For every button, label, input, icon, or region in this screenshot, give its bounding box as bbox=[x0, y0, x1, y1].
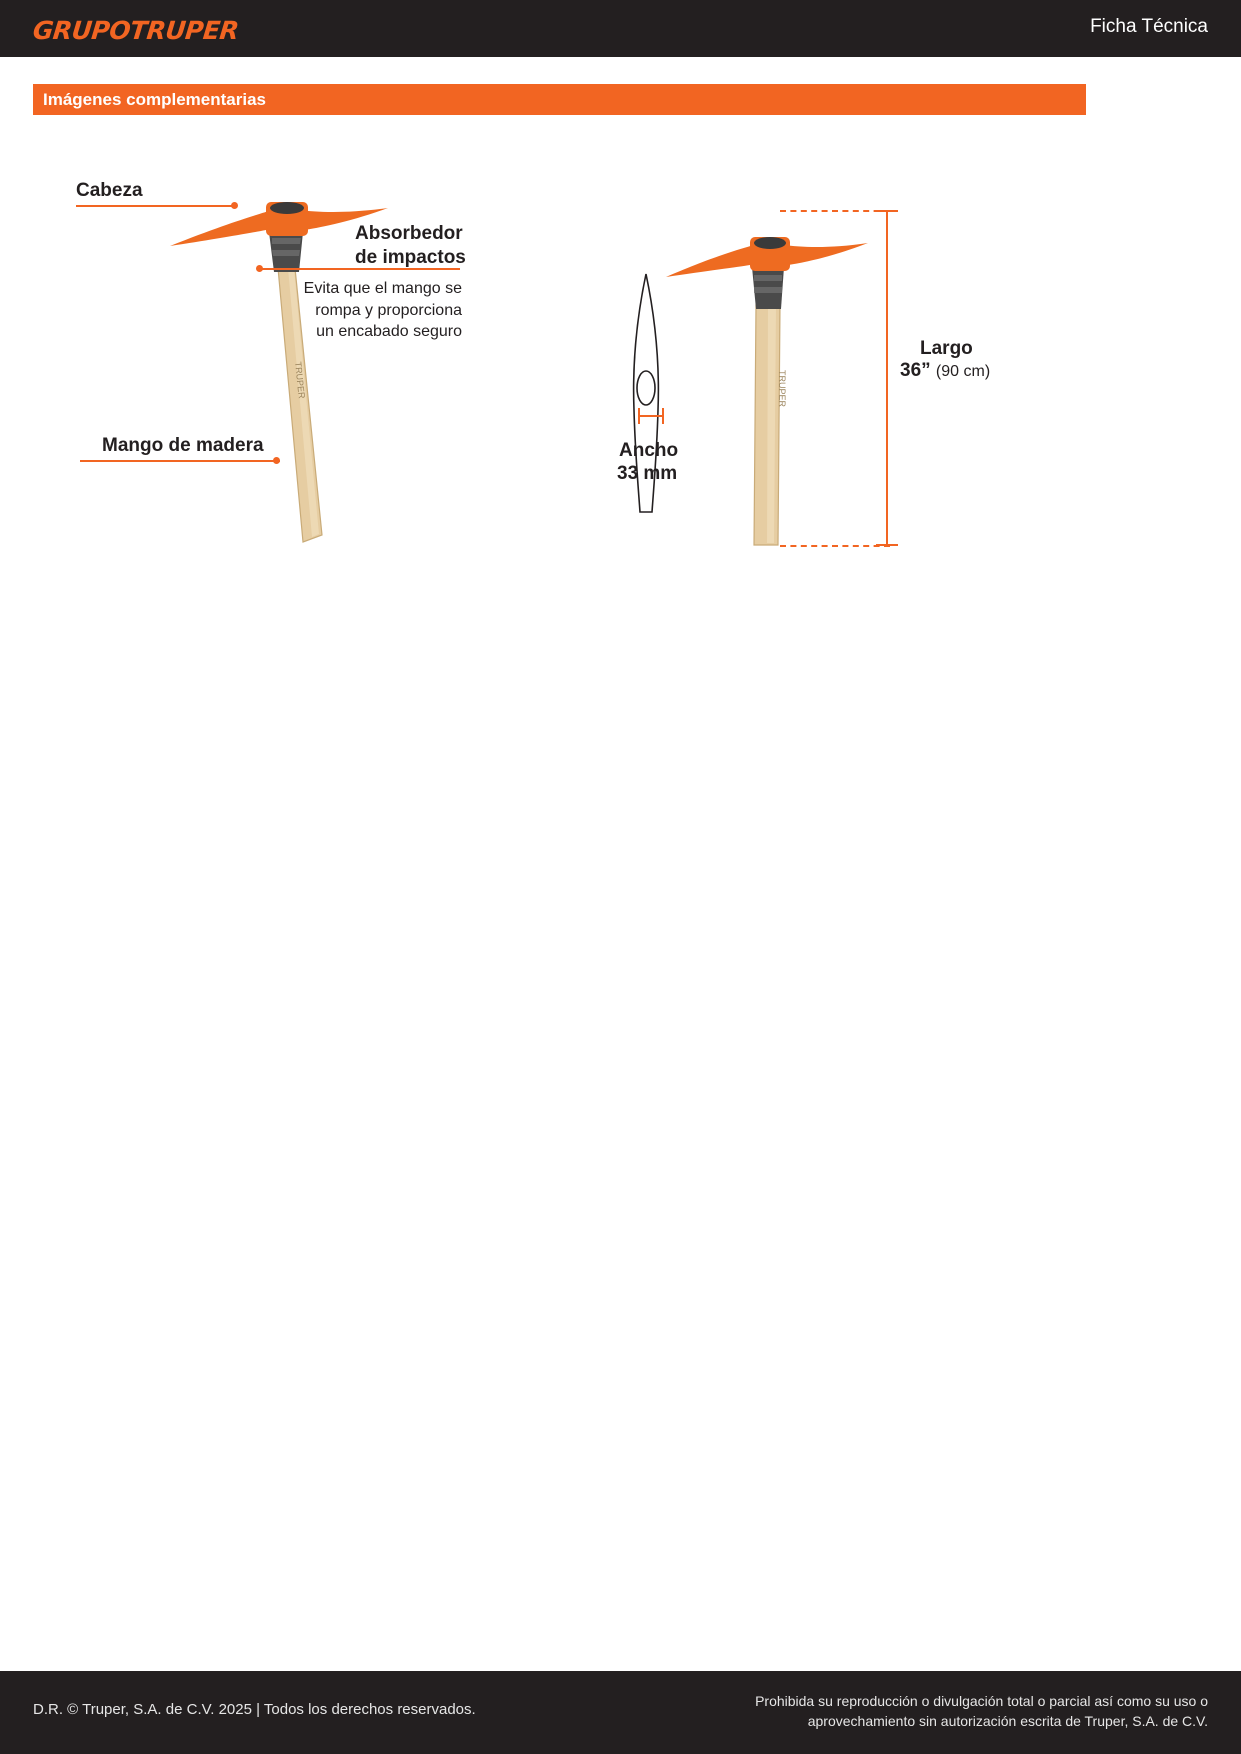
leader-line-mango bbox=[80, 460, 280, 462]
length-measure-line bbox=[886, 210, 888, 546]
brand-logo bbox=[31, 16, 239, 45]
leader-dot-cabeza bbox=[231, 202, 238, 209]
measure-label-ancho: Ancho bbox=[619, 440, 679, 461]
desc-line-2: rompa y proporciona bbox=[315, 301, 462, 319]
measure-value-ancho: 33 mm bbox=[617, 463, 678, 484]
callout-label-cabeza: Cabeza bbox=[76, 180, 143, 201]
document-type-title: Ficha Técnica bbox=[1090, 16, 1208, 37]
section-header-bar bbox=[33, 84, 1086, 115]
pickaxe-measured-illustration bbox=[640, 185, 900, 605]
callout-description-absorbedor bbox=[290, 278, 462, 343]
pick-head-eye-hole bbox=[270, 202, 304, 214]
collar-band bbox=[272, 238, 301, 244]
measured-collar-band-2 bbox=[754, 287, 782, 293]
measured-handle-shape bbox=[754, 305, 780, 545]
brand-logo-primary: GRUPO bbox=[31, 16, 132, 45]
callout-label-mango: Mango de madera bbox=[102, 435, 264, 456]
callout-absorbedor-line1: Absorbedor bbox=[355, 223, 463, 244]
length-guide-top bbox=[780, 210, 890, 212]
length-tick-top bbox=[876, 210, 898, 212]
callout-absorbedor-line2: de impactos bbox=[355, 246, 466, 268]
measured-collar-band bbox=[754, 275, 782, 281]
leader-dot-absorbedor bbox=[256, 265, 263, 272]
measured-head-eye-hole bbox=[754, 237, 786, 249]
length-tick-bottom bbox=[876, 544, 898, 546]
measure-value-largo-row bbox=[900, 360, 990, 382]
handle-brand-mark: TRUPER bbox=[293, 361, 307, 400]
collar-band-2 bbox=[272, 250, 300, 256]
footer-legal-notice bbox=[688, 1691, 1208, 1732]
section-title: Imágenes complementarias bbox=[43, 90, 266, 109]
pick-head-left-blade bbox=[170, 210, 272, 246]
brand-logo-secondary: TRUPER bbox=[128, 16, 240, 45]
measured-head-left-blade bbox=[666, 245, 754, 277]
footer-legal-line-1: Prohibida su reproducción o divulgación total o parcial así como su uso o bbox=[755, 1693, 1208, 1709]
footer-legal-line-2: aprovechamiento sin autorización escrita de Truper, S.A. de C.V. bbox=[807, 1713, 1208, 1730]
complementary-images-area bbox=[0, 130, 1241, 600]
leader-dot-mango bbox=[273, 457, 280, 464]
desc-line-3: un encabado seguro bbox=[316, 323, 462, 341]
leader-line-absorbedor bbox=[262, 268, 460, 270]
page-header bbox=[0, 0, 1241, 57]
pickaxe-annotated-illustration bbox=[60, 130, 680, 590]
measured-head-right-blade bbox=[784, 243, 868, 265]
measure-value-largo-alt: (90 cm) bbox=[935, 363, 991, 380]
leader-line-cabeza bbox=[76, 205, 236, 207]
page-footer bbox=[0, 1671, 1241, 1754]
measure-value-largo: 36” bbox=[900, 360, 931, 381]
length-guide-bottom bbox=[780, 545, 890, 547]
measure-label-largo: Largo bbox=[920, 338, 973, 359]
desc-line-1: Evita que el mango se bbox=[303, 280, 462, 297]
measured-handle-brand-mark: TRUPER bbox=[777, 370, 787, 408]
footer-copyright: D.R. © Truper, S.A. de C.V. 2025 | Todos los derechos reservados. bbox=[33, 1701, 476, 1718]
callout-label-absorbedor bbox=[355, 222, 466, 270]
